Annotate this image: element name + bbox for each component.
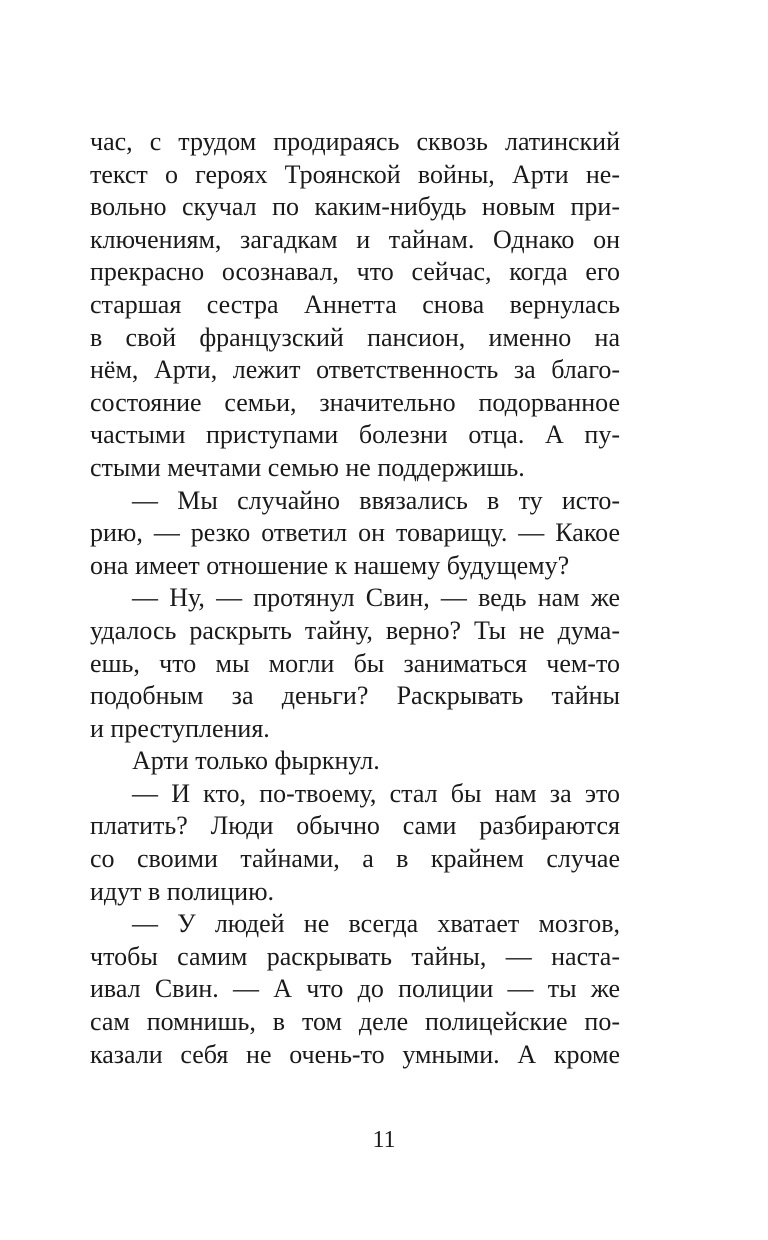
text-line: текст о героях Троянской войны, Арти не- [90,159,620,189]
text-line: частыми приступами болезни отца. А пу- [90,420,620,450]
text-line: старшая сестра Аннетта снова вернулась [90,289,620,319]
text-line: в свой французский пансион, именно на [90,322,620,352]
text-line: — Ну, — протянул Свин, — ведь нам же [132,583,620,613]
text-line: удалось раскрыть тайну, верно? Ты не дума- [90,615,620,645]
text-line: ключениям, загадкам и тайнам. Однако он [90,224,620,254]
text-line: рию, — резко ответил он товарищу. — Какое [90,518,620,548]
text-line: — И кто, по-твоему, стал бы нам за это [132,778,620,808]
text-line: она имеет отношение к нашему будущему? [90,550,570,580]
text-line: — У людей не всегда хватает мозгов, [132,909,620,939]
text-line: час, с трудом продираясь сквозь латинский [90,127,620,156]
text-line: — Мы случайно ввязались в ту исто- [132,485,620,515]
text-line: сам помнишь, в том деле полицейские по- [90,1007,620,1037]
text-line: со своими тайнами, а в крайнем случае [90,844,620,874]
page-number: 11 [372,1127,396,1153]
text-line: Арти только фыркнул. [132,746,380,776]
text-line: ешь, что мы могли бы заниматься чем-то [90,648,620,678]
text-line: состояние семьи, значительно подорванное [90,387,620,417]
text-line: казали себя не очень-то умными. А кроме [90,1039,620,1069]
text-line: платить? Люди обычно сами разбираются [90,811,620,841]
text-line: ивал Свин. — А что до полиции — ты же [90,974,620,1004]
text-line: стыми мечтами семью не поддержишь. [90,452,525,482]
text-line: вольно скучал по каким-нибудь новым при- [90,192,620,222]
text-line: идут в полицию. [90,876,274,906]
text-line: прекрасно осознавал, что сейчас, когда его [90,257,620,287]
text-line: подобным за деньги? Раскрывать тайны [90,681,620,711]
text-line: нём, Арти, лежит ответственность за благо- [90,355,620,385]
text-line: и преступления. [90,713,270,743]
body-text [90,126,620,1071]
text-line: чтобы самим раскрывать тайны, — наста- [90,941,620,971]
